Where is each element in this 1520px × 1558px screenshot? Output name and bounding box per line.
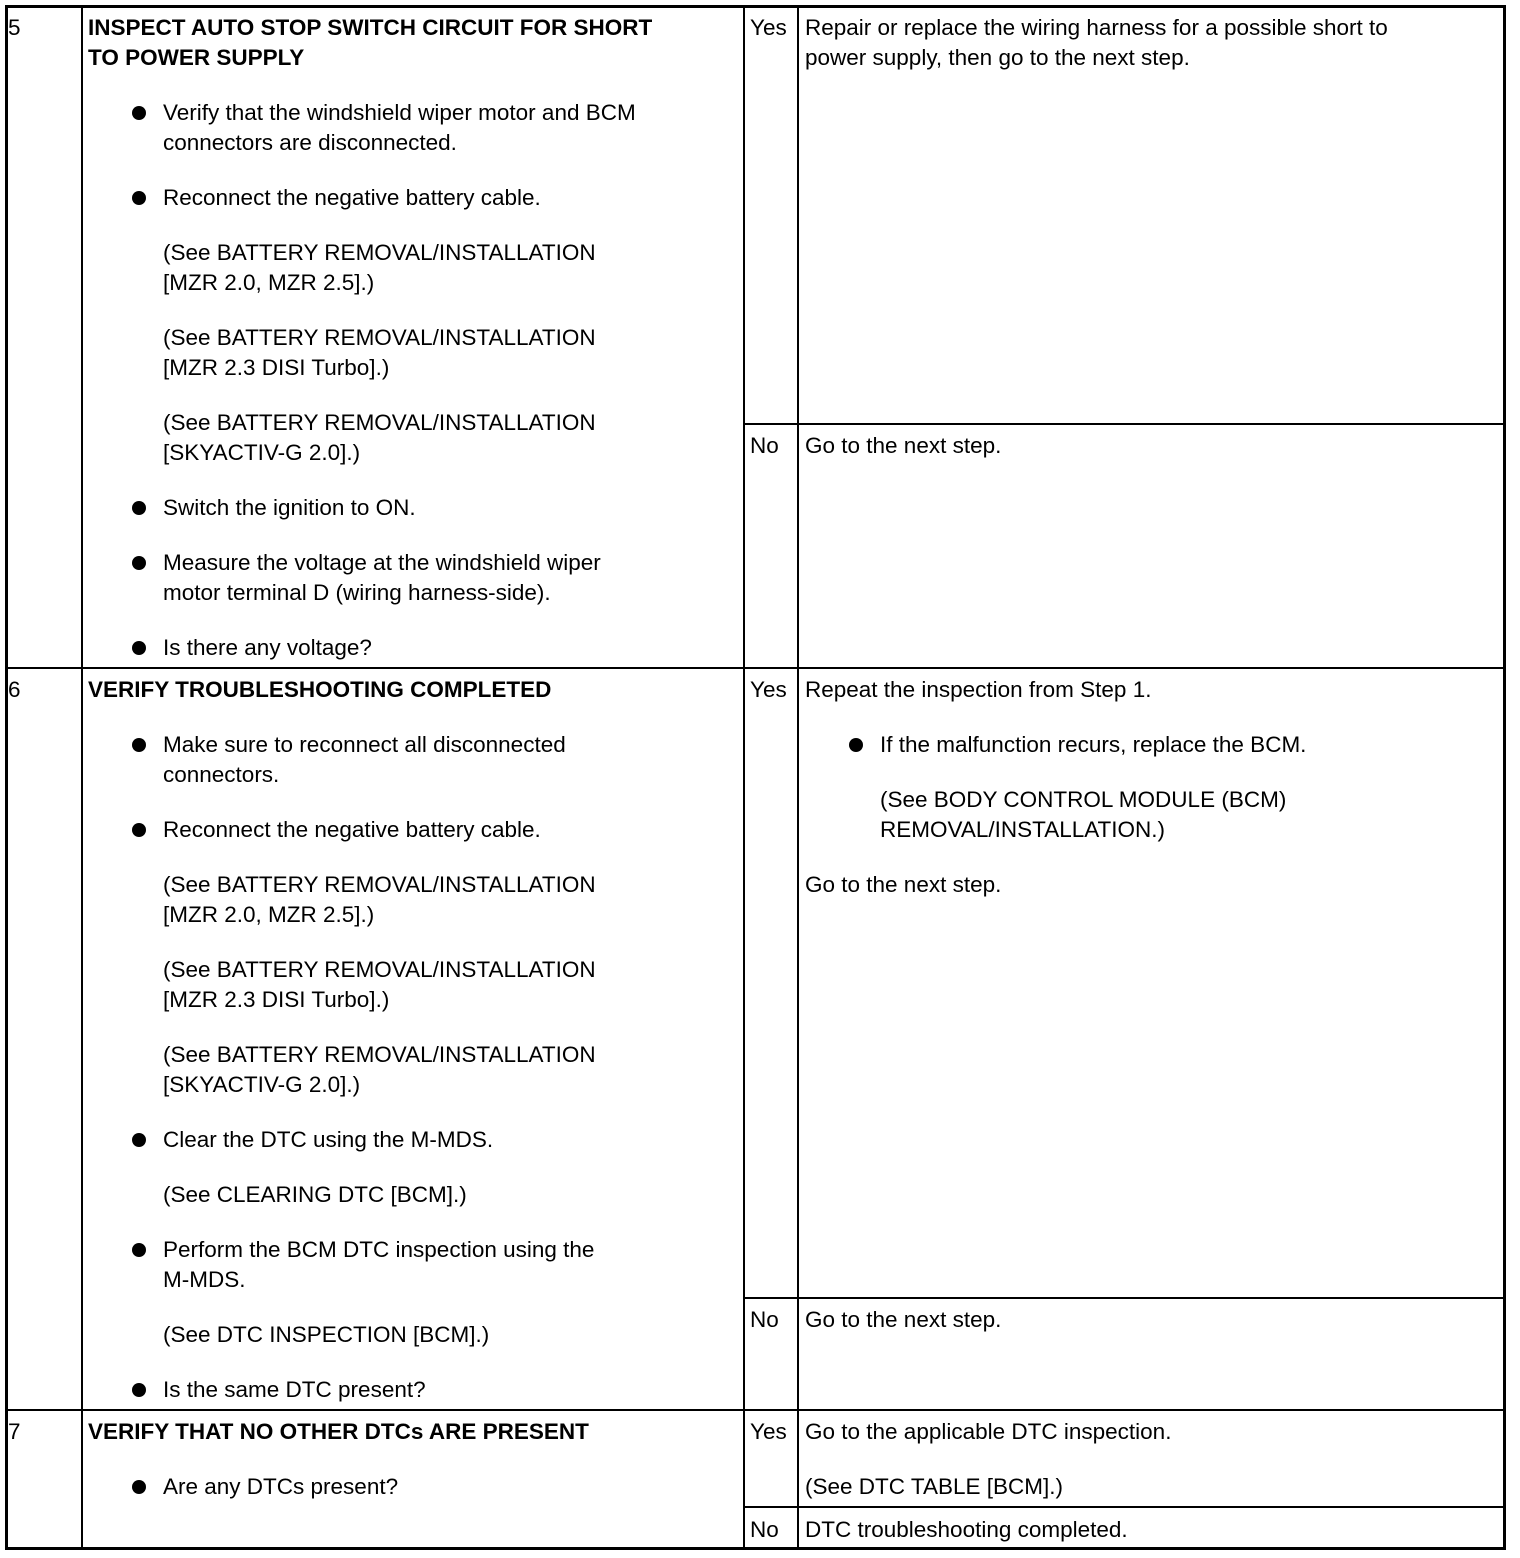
step-number: 5 [8, 15, 21, 40]
no-label: No [750, 433, 779, 458]
reference-text: [MZR 2.3 DISI Turbo].) [163, 355, 390, 380]
reference-text: (See BATTERY REMOVAL/INSTALLATION [163, 957, 596, 982]
reference-link[interactable]: (See DTC TABLE [BCM].) [805, 1474, 1063, 1499]
item-text: motor terminal D (wiring harness-side). [163, 580, 551, 605]
no-action: DTC troubleshooting completed. [805, 1517, 1128, 1542]
step-6-procedure [88, 675, 738, 1405]
item-text: connectors. [163, 762, 280, 787]
item-text: Is there any voltage? [163, 635, 372, 660]
bullet-icon [132, 738, 146, 752]
bullet-icon [132, 501, 146, 515]
item-text: connectors are disconnected. [163, 130, 457, 155]
column-divider-action [743, 5, 745, 1550]
action-text: power supply, then go to the next step. [805, 45, 1190, 70]
yes-action [805, 1417, 1495, 1502]
no-action: Go to the next step. [805, 433, 1002, 458]
column-divider-step [81, 5, 83, 1550]
reference-link[interactable] [88, 1040, 738, 1100]
yes-label: Yes [750, 677, 787, 702]
bullet-icon [132, 106, 146, 120]
procedure-item [88, 730, 738, 790]
yes-no-divider-5 [743, 423, 1506, 425]
reference-link[interactable]: (See DTC INSPECTION [BCM].) [163, 1322, 490, 1347]
step-number: 6 [8, 677, 21, 702]
reference-link[interactable] [88, 870, 738, 930]
bullet-icon [849, 738, 863, 752]
reference-text: [MZR 2.3 DISI Turbo].) [163, 987, 390, 1012]
no-action: Go to the next step. [805, 1307, 1002, 1332]
yes-label: Yes [750, 15, 787, 40]
bullet-icon [132, 191, 146, 205]
item-text: Is the same DTC present? [163, 1377, 426, 1402]
procedure-item [88, 815, 738, 845]
bullet-icon [132, 1383, 146, 1397]
reference-text: [SKYACTIV-G 2.0].) [163, 440, 361, 465]
bullet-icon [132, 556, 146, 570]
reference-text: [SKYACTIV-G 2.0].) [163, 1072, 361, 1097]
reference-text: [MZR 2.0, MZR 2.5].) [163, 902, 375, 927]
item-text: Verify that the windshield wiper motor and BCM [163, 100, 636, 125]
procedure-item [88, 633, 738, 663]
reference-text: REMOVAL/INSTALLATION.) [880, 817, 1166, 842]
item-text: M-MDS. [163, 1267, 246, 1292]
bullet-icon [132, 641, 146, 655]
item-text: Perform the BCM DTC inspection using the [163, 1237, 595, 1262]
action-text: Go to the applicable DTC inspection. [805, 1419, 1172, 1444]
reference-link[interactable] [805, 785, 1495, 845]
bullet-icon [132, 1133, 146, 1147]
reference-link[interactable] [88, 323, 738, 383]
item-text: Reconnect the negative battery cable. [163, 817, 541, 842]
reference-text: (See BATTERY REMOVAL/INSTALLATION [163, 872, 596, 897]
procedure-item [88, 1125, 738, 1155]
step-7-procedure [88, 1417, 738, 1502]
item-text: If the malfunction recurs, replace the BCM. [880, 732, 1307, 757]
item-text: Reconnect the negative battery cable. [163, 185, 541, 210]
column-divider-result [797, 5, 799, 1550]
step-title-line: TO POWER SUPPLY [88, 45, 305, 70]
item-text: Clear the DTC using the M-MDS. [163, 1127, 494, 1152]
procedure-item [88, 183, 738, 213]
yes-action [805, 13, 1495, 73]
bullet-icon [132, 1480, 146, 1494]
procedure-item [88, 98, 738, 158]
reference-text: (See BODY CONTROL MODULE (BCM) [880, 787, 1287, 812]
no-label: No [750, 1307, 779, 1332]
item-text: Switch the ignition to ON. [163, 495, 416, 520]
procedure-item [88, 1375, 738, 1405]
item-text: Make sure to reconnect all disconnected [163, 732, 566, 757]
row-divider-5-6 [5, 667, 1506, 669]
reference-link[interactable] [88, 238, 738, 298]
procedure-item [88, 1472, 738, 1502]
reference-link[interactable] [88, 408, 738, 468]
yes-no-divider-6 [743, 1297, 1506, 1299]
action-text: Repair or replace the wiring harness for a possible short to [805, 15, 1388, 40]
reference-link[interactable] [88, 955, 738, 1015]
step-number: 7 [8, 1419, 21, 1444]
procedure-item [88, 493, 738, 523]
no-label: No [750, 1517, 779, 1542]
item-text: Are any DTCs present? [163, 1474, 399, 1499]
bullet-icon [132, 823, 146, 837]
yes-label: Yes [750, 1419, 787, 1444]
reference-text: [MZR 2.0, MZR 2.5].) [163, 270, 375, 295]
yes-no-divider-7 [743, 1506, 1506, 1508]
step-title [88, 13, 738, 73]
procedure-item [88, 548, 738, 608]
item-text: Measure the voltage at the windshield wiper [163, 550, 601, 575]
step-title: VERIFY TROUBLESHOOTING COMPLETED [88, 677, 552, 702]
step-5-procedure [88, 13, 738, 663]
yes-action [805, 675, 1495, 900]
bullet-icon [132, 1243, 146, 1257]
reference-text: (See BATTERY REMOVAL/INSTALLATION [163, 325, 596, 350]
reference-text: (See BATTERY REMOVAL/INSTALLATION [163, 410, 596, 435]
action-text: Repeat the inspection from Step 1. [805, 677, 1152, 702]
reference-text: (See BATTERY REMOVAL/INSTALLATION [163, 240, 596, 265]
step-title-line: INSPECT AUTO STOP SWITCH CIRCUIT FOR SHORT [88, 15, 653, 40]
action-text: Go to the next step. [805, 872, 1002, 897]
row-divider-6-7 [5, 1409, 1506, 1411]
procedure-item [88, 1235, 738, 1295]
reference-link[interactable]: (See CLEARING DTC [BCM].) [163, 1182, 467, 1207]
action-item [805, 730, 1495, 760]
step-title: VERIFY THAT NO OTHER DTCs ARE PRESENT [88, 1419, 589, 1444]
reference-text: (See BATTERY REMOVAL/INSTALLATION [163, 1042, 596, 1067]
